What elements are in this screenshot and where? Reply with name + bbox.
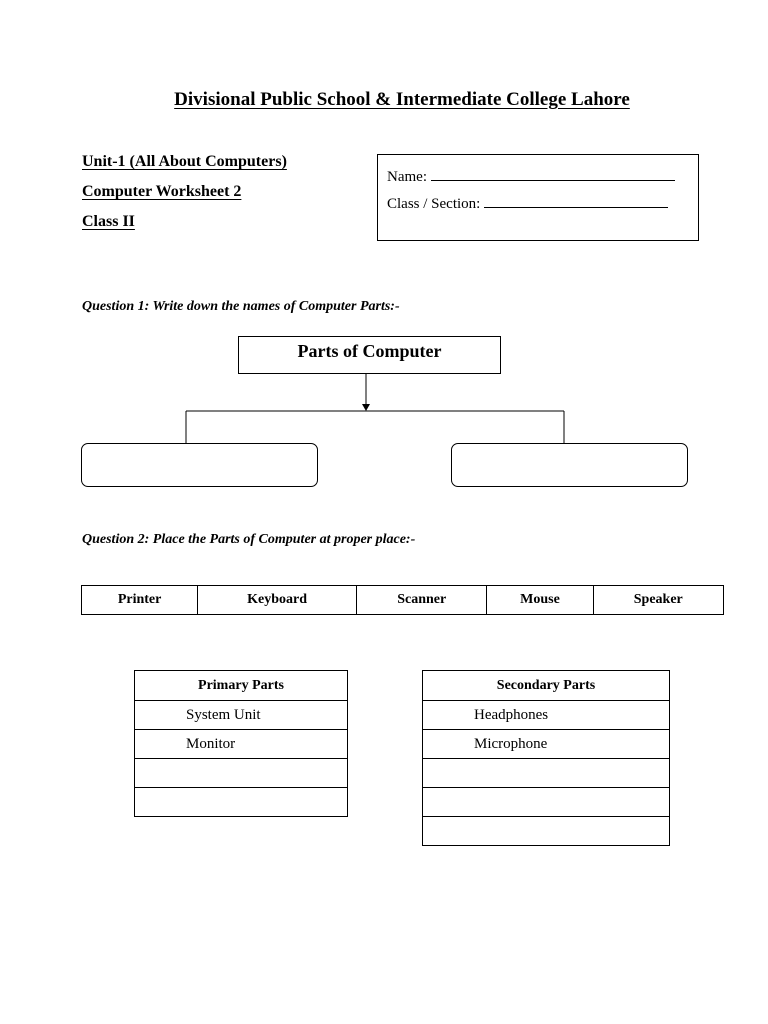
word-bank-item[interactable]: Keyboard (198, 586, 357, 615)
arrow-head-icon (362, 404, 370, 411)
table-row[interactable] (423, 759, 670, 788)
primary-parts-table (134, 670, 348, 817)
unit-heading: Unit-1 (All About Computers) (82, 153, 287, 170)
table-row[interactable] (423, 788, 670, 817)
table-row[interactable]: System Unit (135, 701, 348, 730)
secondary-parts-table (422, 670, 670, 846)
school-title: Divisional Public School & Intermediate College Lahore (174, 89, 630, 110)
primary-parts-header: Primary Parts (135, 671, 348, 701)
answer-box-left[interactable] (81, 443, 318, 487)
table-row[interactable] (423, 817, 670, 846)
table-row[interactable] (135, 788, 348, 817)
secondary-parts-header: Secondary Parts (423, 671, 670, 701)
table-row[interactable]: Monitor (135, 730, 348, 759)
table-row[interactable]: Microphone (423, 730, 670, 759)
question-1: Question 1: Write down the names of Computer Parts:- (82, 299, 400, 314)
answer-box-right[interactable] (451, 443, 688, 487)
word-bank-item[interactable]: Mouse (487, 586, 593, 615)
word-bank-item[interactable]: Speaker (593, 586, 723, 615)
word-bank-item[interactable]: Scanner (357, 586, 487, 615)
word-bank-row (82, 586, 724, 615)
worksheet-heading: Computer Worksheet 2 (82, 183, 242, 200)
class-heading: Class II (82, 213, 135, 230)
class-section-label: Class / Section: (387, 196, 481, 212)
question-2: Question 2: Place the Parts of Computer at proper place:- (82, 532, 416, 547)
table-row[interactable]: Headphones (423, 701, 670, 730)
word-bank-table (81, 585, 724, 615)
name-label: Name: (387, 169, 427, 185)
parts-of-computer-box: Parts of Computer (238, 336, 501, 374)
table-row[interactable] (135, 759, 348, 788)
word-bank-item[interactable]: Printer (82, 586, 198, 615)
